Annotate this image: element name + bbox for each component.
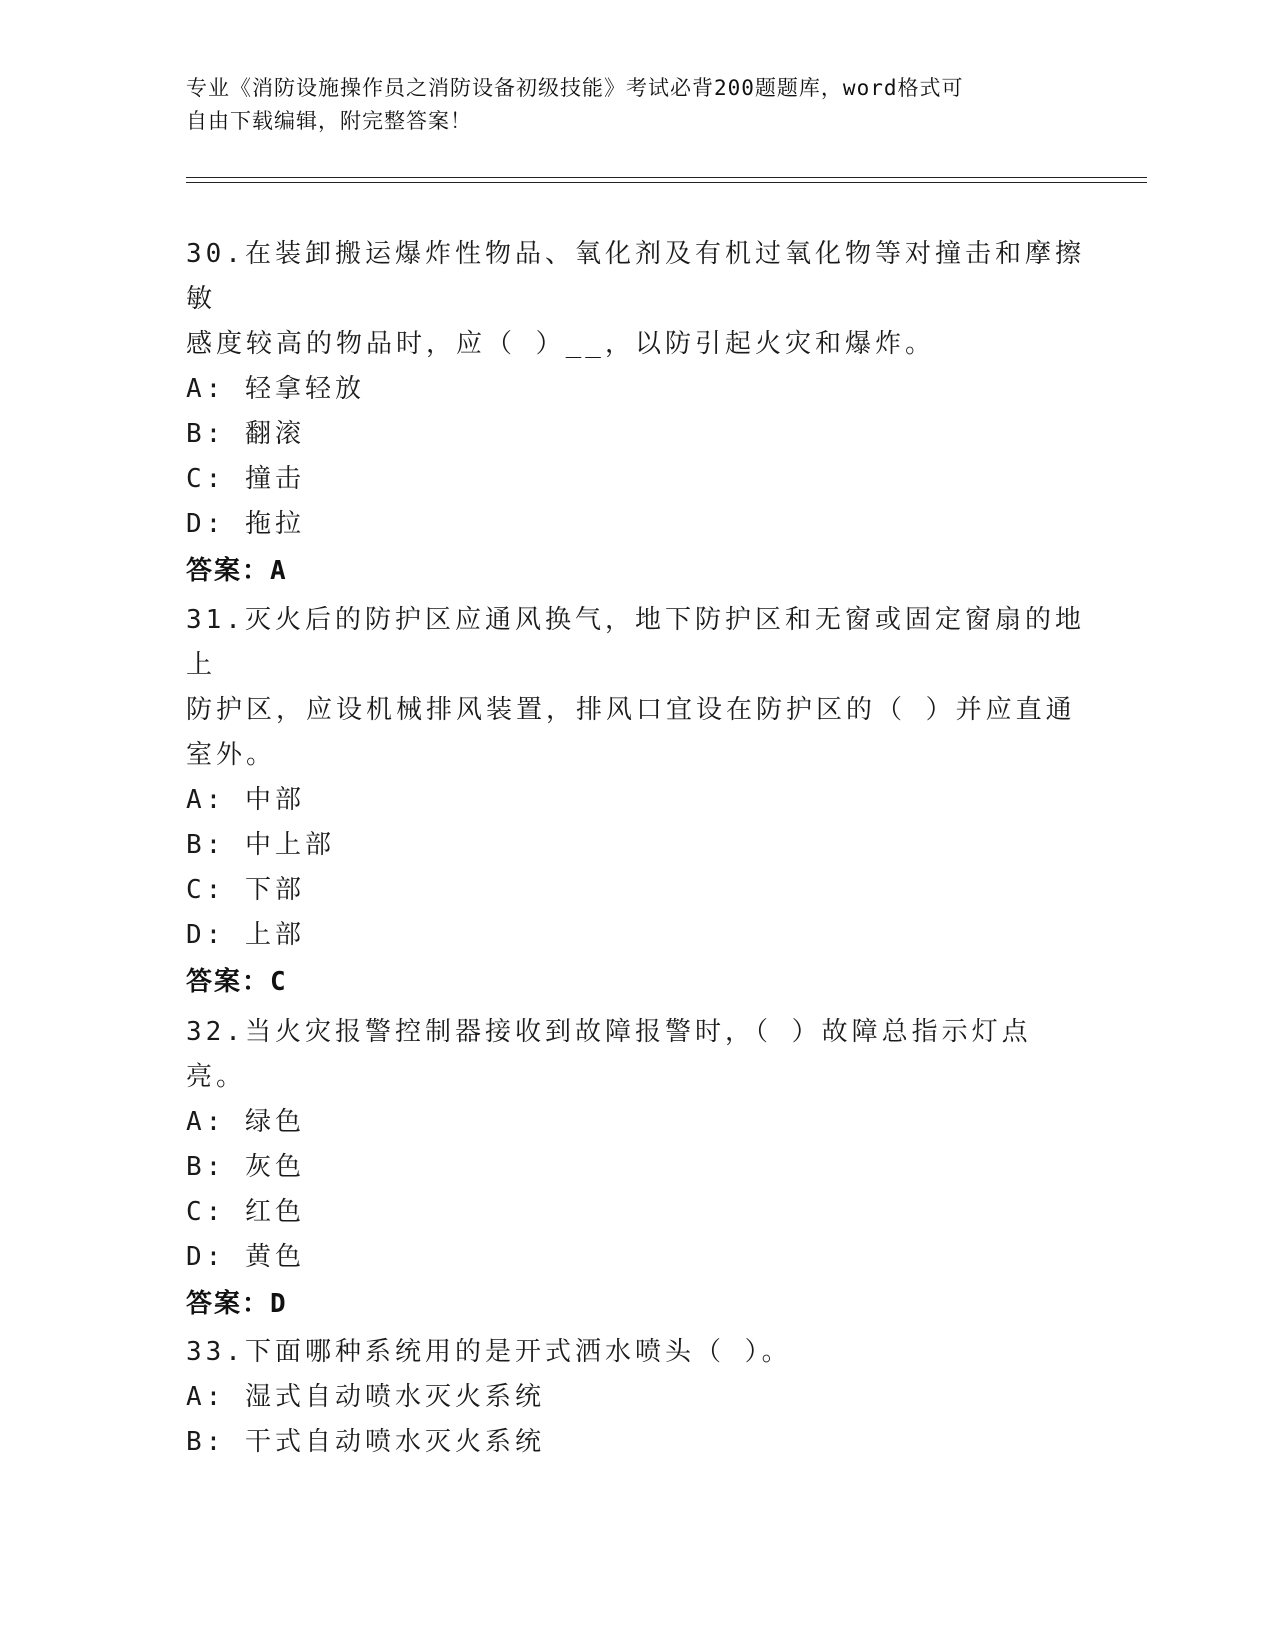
option-b: B: 灰色 [186, 1152, 305, 1182]
answer-label: 答案： [186, 1289, 271, 1319]
option-b: B: 干式自动喷水灭火系统 [186, 1427, 545, 1457]
answer-line [186, 547, 1086, 595]
question-text-line: 33.下面哪种系统用的是开式洒水喷头（ ）。 [186, 1337, 792, 1367]
header-divider-bottom [186, 182, 1147, 183]
option-b: B: 翻滚 [186, 419, 305, 449]
question-text-line: 感度较高的物品时，应（ ）__，以防引起火灾和爆炸。 [186, 329, 935, 359]
question-text-line: 31.灭火后的防护区应通风换气，地下防护区和无窗或固定窗扇的地上 [186, 605, 1085, 680]
option-b: B: 中上部 [186, 830, 335, 860]
question-32 [186, 1010, 1086, 1328]
header-divider-top [186, 177, 1147, 178]
option-a: A: 绿色 [186, 1107, 305, 1137]
answer-line [186, 958, 1086, 1006]
document-header [186, 72, 1086, 138]
answer-label: 答案： [186, 967, 271, 997]
answer-label: 答案： [186, 556, 271, 586]
option-c: C: 下部 [186, 875, 305, 905]
question-31 [186, 598, 1086, 1006]
option-d: D: 上部 [186, 920, 305, 950]
option-a: A: 轻拿轻放 [186, 374, 365, 404]
answer-value: A [270, 556, 288, 586]
header-line-2: 自由下载编辑，附完整答案！ [186, 109, 472, 133]
answer-value: C [270, 967, 288, 997]
option-d: D: 拖拉 [186, 509, 305, 539]
question-30 [186, 232, 1086, 595]
option-c: C: 撞击 [186, 464, 305, 494]
question-text-line: 室外。 [186, 740, 277, 770]
option-a: A: 湿式自动喷水灭火系统 [186, 1382, 545, 1412]
option-a: A: 中部 [186, 785, 305, 815]
question-text-line: 32.当火灾报警控制器接收到故障报警时，（ ）故障总指示灯点亮。 [186, 1017, 1032, 1092]
question-33 [186, 1330, 1086, 1465]
answer-line [186, 1280, 1086, 1328]
header-line-1: 专业《消防设施操作员之消防设备初级技能》考试必背200题题库，word格式可 [186, 76, 964, 100]
question-text-line: 30.在装卸搬运爆炸性物品、氧化剂及有机过氧化物等对撞击和摩擦敏 [186, 239, 1085, 314]
answer-value: D [270, 1289, 288, 1319]
option-c: C: 红色 [186, 1197, 305, 1227]
question-text-line: 防护区，应设机械排风装置，排风口宜设在防护区的（ ）并应直通 [186, 695, 1076, 725]
option-d: D: 黄色 [186, 1242, 305, 1272]
